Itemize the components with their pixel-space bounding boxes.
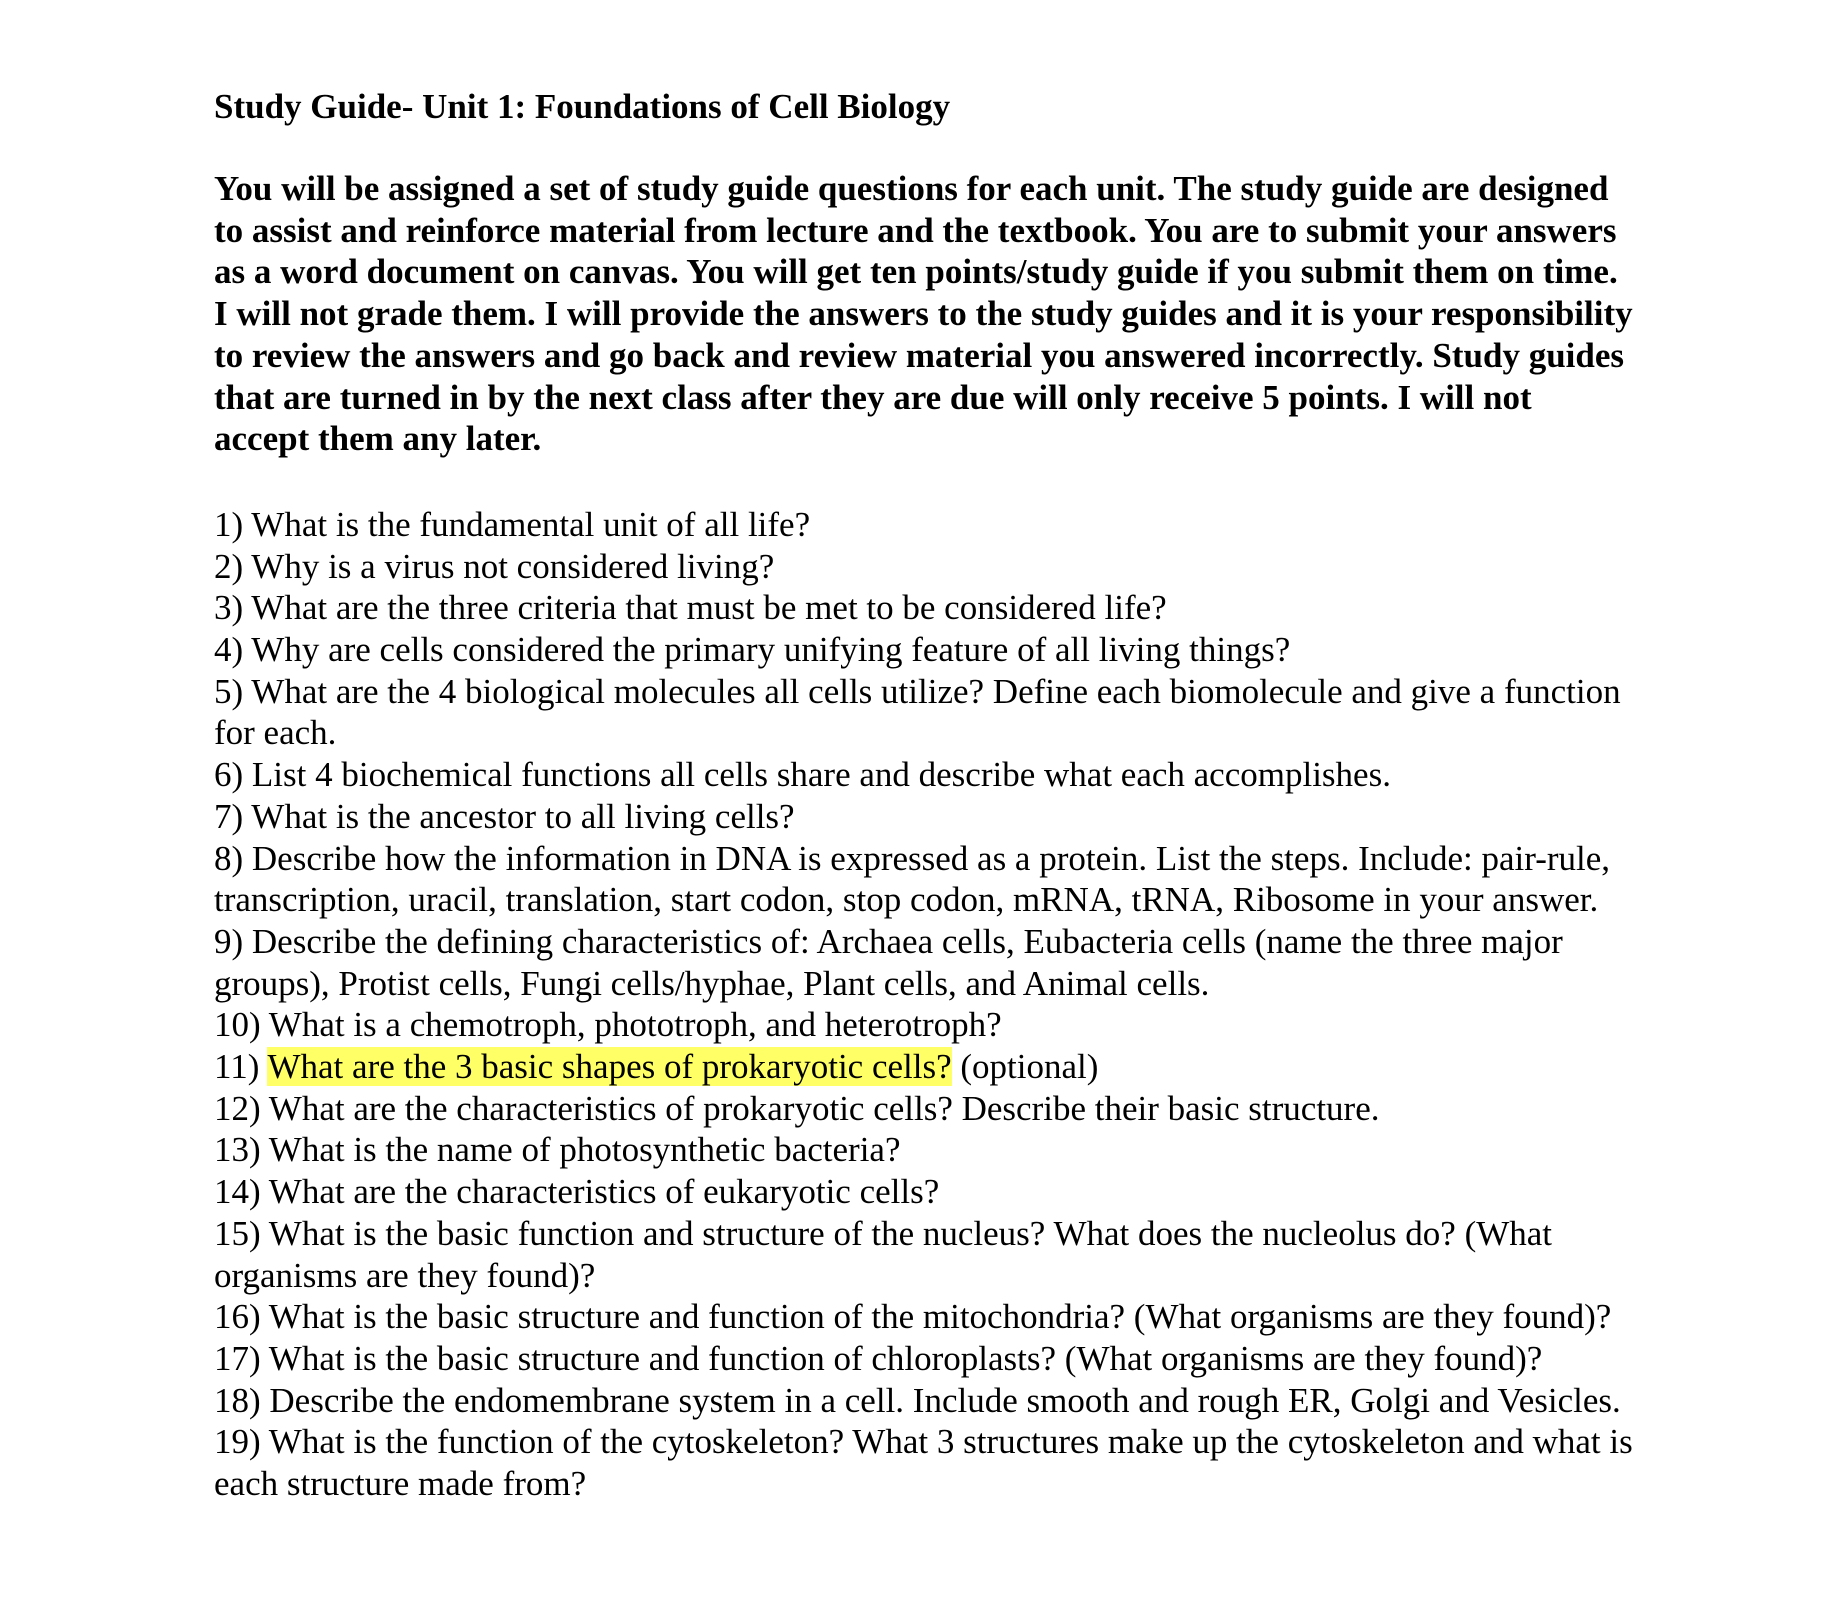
question-number: 15) xyxy=(214,1213,261,1253)
question-text: Why are cells considered the primary unifying feature of all living things? xyxy=(251,630,1291,670)
question-list xyxy=(214,504,1634,1505)
question-item xyxy=(214,1296,1634,1338)
highlighted-text: What are the 3 basic shapes of prokaryotic cells? xyxy=(267,1047,952,1087)
question-text: What are the 4 biological molecules all cells utilize? Define each biomolecule and give a function for each. xyxy=(214,671,1621,753)
question-item xyxy=(214,1421,1634,1504)
question-item xyxy=(214,1213,1634,1296)
question-text: Describe the defining characteristics of: Archaea cells, Eubacteria cells (name the three major groups), Protist cells, Fungi cells/hyphae, Plant cells, and Animal cells. xyxy=(214,921,1563,1003)
question-number: 16) xyxy=(214,1297,261,1337)
question-text: Describe the endomembrane system in a cell. Include smooth and rough ER, Golgi and Vesicles. xyxy=(269,1380,1621,1420)
question-number: 6) xyxy=(214,755,244,795)
question-item xyxy=(214,504,1634,546)
question-text: What is the basic structure and function of the mitochondria? (What organisms are they found)? xyxy=(268,1297,1612,1337)
question-number: 14) xyxy=(214,1172,261,1212)
document-title: Study Guide- Unit 1: Foundations of Cell Biology xyxy=(214,87,951,126)
question-item xyxy=(214,921,1634,1004)
question-text: What is the basic function and structure of the nucleus? What does the nucleolus do? (What organisms are they found)? xyxy=(214,1213,1553,1295)
question-item xyxy=(214,587,1634,629)
question-number: 3) xyxy=(214,588,244,628)
question-text: (optional) xyxy=(960,1047,1099,1087)
question-item xyxy=(214,1338,1634,1380)
question-item xyxy=(214,1171,1634,1213)
question-text: What is the name of photosynthetic bacteria? xyxy=(268,1130,901,1170)
question-number: 7) xyxy=(214,796,244,836)
question-number: 17) xyxy=(214,1338,261,1378)
question-text: What is the ancestor to all living cells? xyxy=(251,796,795,836)
question-number: 8) xyxy=(214,838,244,878)
question-text: List 4 biochemical functions all cells share and describe what each accomplishes. xyxy=(251,755,1391,795)
question-item xyxy=(214,1380,1634,1422)
question-text: What is the basic structure and function of chloroplasts? (What organisms are they found)? xyxy=(268,1338,1543,1378)
question-number: 10) xyxy=(214,1005,261,1045)
question-item xyxy=(214,1088,1634,1130)
question-text: Why is a virus not considered living? xyxy=(251,546,775,586)
question-text: What is a chemotroph, phototroph, and heterotroph? xyxy=(268,1005,1002,1045)
question-number: 9) xyxy=(214,921,244,961)
question-item xyxy=(214,754,1634,796)
question-number: 2) xyxy=(214,546,244,586)
question-number: 1) xyxy=(214,504,244,544)
question-number: 5) xyxy=(214,671,244,711)
intro-paragraph: You will be assigned a set of study guide questions for each unit. The study guide are designed to assist and reinforce material from lecture and the textbook. You are to submit your answers as a word document on canvas. You will get ten points/study guide if you submit them on time. I will not grade them. I will provide the answers to the study guides and it is your responsibility to review the answers and go back and review material you answered incorrectly. Study guides that are turned in by the next class after they are due will only receive 5 points. I will not accept them any later. xyxy=(214,169,1633,459)
question-item xyxy=(214,546,1634,588)
question-item xyxy=(214,1004,1634,1046)
question-item xyxy=(214,629,1634,671)
question-text: What are the three criteria that must be met to be considered life? xyxy=(251,588,1167,628)
question-number: 13) xyxy=(214,1130,261,1170)
question-item xyxy=(214,1046,1634,1088)
question-text: What are the characteristics of eukaryotic cells? xyxy=(268,1172,940,1212)
question-number: 18) xyxy=(214,1380,261,1420)
question-number: 11) xyxy=(214,1047,260,1087)
question-number: 4) xyxy=(214,630,244,670)
question-item xyxy=(214,796,1634,838)
question-item xyxy=(214,1129,1634,1171)
question-text: What is the function of the cytoskeleton? What 3 structures make up the cytoskeleton and what is each structure made from? xyxy=(214,1422,1633,1504)
document-page xyxy=(214,86,1634,1505)
question-text: What is the fundamental unit of all life? xyxy=(251,504,811,544)
question-text: What are the characteristics of prokaryotic cells? Describe their basic structure. xyxy=(268,1088,1380,1128)
question-item xyxy=(214,838,1634,921)
question-item xyxy=(214,671,1634,754)
question-text: Describe how the information in DNA is expressed as a protein. List the steps. Include: pair-rule, transcription, uracil, translation, start codon, stop codon, mRNA, tRNA, Ribosome in your answer. xyxy=(214,838,1611,920)
question-number: 19) xyxy=(214,1422,261,1462)
question-number: 12) xyxy=(214,1088,261,1128)
